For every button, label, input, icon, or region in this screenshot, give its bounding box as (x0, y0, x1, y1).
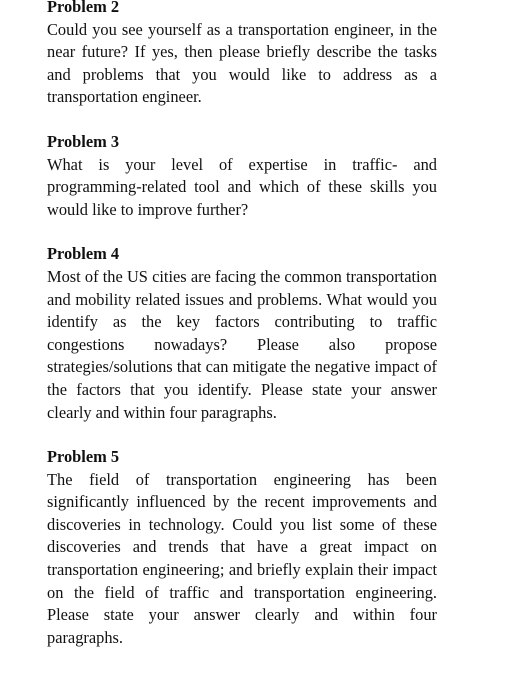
document-page (47, 0, 437, 649)
problem-title: Problem 4 (47, 244, 120, 264)
problem-text: Most of the US cities are facing the common transportation and mobility related issues and problems. What would you identify as the key factors contributing to traffic congestions nowadays? Please also propose strategies/solutions that can mitigate the negative impact of the factors that you identify. Please state your answer clearly and within four paragraphs. (47, 266, 437, 422)
problem-title: Problem 2 (47, 0, 120, 16)
problem-title: Problem 3 (47, 131, 120, 151)
problem-2 (47, 0, 437, 109)
problem-text: Could you see yourself as a transportation engineer, in the near future? If yes, then please briefly describe the tasks and problems that you would like to address as a transportation engineer. (47, 19, 437, 107)
problem-text: The field of transportation engineering has been significantly influenced by the recent improvements and discoveries in technology. Could you list some of these discoveries and trends that have a great impact on transportation engineering; and briefly explain their impact on the field of traffic and transportation engineering. Please state your answer clearly and within four paragraphs. (47, 469, 437, 647)
problem-4 (47, 243, 437, 424)
problem-text: What is your level of expertise in traffic- and programming-related tool and which of these skills you would like to improve further? (47, 154, 437, 219)
problem-3 (47, 131, 437, 221)
problem-5 (47, 446, 437, 649)
problem-title: Problem 5 (47, 447, 120, 467)
